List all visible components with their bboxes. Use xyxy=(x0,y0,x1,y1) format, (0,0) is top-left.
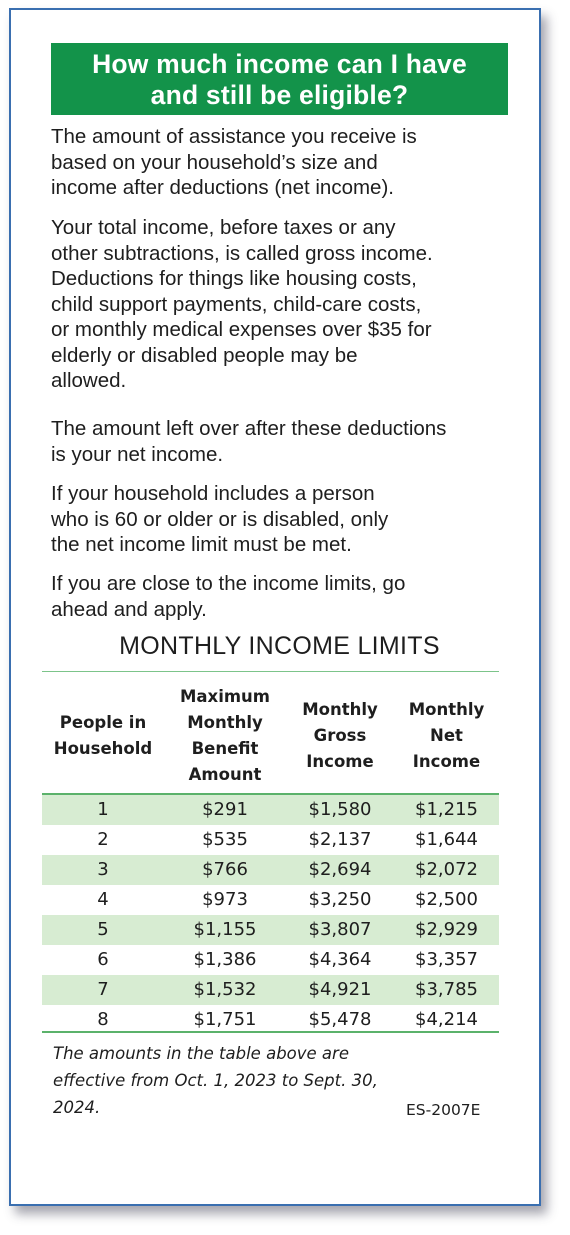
cell-people: 1 xyxy=(97,799,109,820)
table-row xyxy=(42,825,499,855)
paragraph-line: ahead and apply. xyxy=(51,597,207,621)
cell-net: $2,072 xyxy=(415,859,478,880)
paragraph-line: the net income limit must be met. xyxy=(51,533,352,556)
cell-net: $2,929 xyxy=(415,919,478,940)
cell-gross: $5,478 xyxy=(308,1009,372,1030)
paragraph-line: income after deductions (net income). xyxy=(51,176,394,199)
paragraph-line: allowed. xyxy=(51,369,127,392)
section-heading xyxy=(51,43,508,115)
paragraph-assistance-basis xyxy=(51,124,511,201)
cell-benefit: $1,751 xyxy=(193,1009,257,1030)
header-text: Net xyxy=(430,726,463,745)
cell-net: $4,214 xyxy=(415,1009,478,1030)
table-row xyxy=(42,945,499,975)
note-line: The amounts in the table above are xyxy=(53,1044,349,1063)
table-row xyxy=(42,795,499,825)
header-text: Income xyxy=(412,752,481,771)
header-text: Monthly xyxy=(408,700,485,719)
cell-net: $3,357 xyxy=(415,949,478,970)
flyer-card xyxy=(9,8,541,1206)
cell-net: $3,785 xyxy=(415,979,478,1000)
header-text: People in xyxy=(59,713,147,732)
cell-gross: $2,137 xyxy=(308,829,372,850)
paragraph-line: based on your household’s size and xyxy=(51,150,378,174)
cell-people: 6 xyxy=(97,949,109,970)
table-row xyxy=(42,915,499,945)
paragraph-line: other subtractions, is called gross income. xyxy=(51,241,433,265)
cell-people: 4 xyxy=(97,889,109,910)
cell-benefit: $535 xyxy=(202,829,248,850)
cell-benefit: $291 xyxy=(202,799,248,820)
cell-benefit: $1,532 xyxy=(193,979,257,1000)
cell-gross: $1,580 xyxy=(308,799,372,820)
paragraph-line: If your household includes a person xyxy=(51,482,375,505)
table-row xyxy=(42,885,499,915)
cell-net: $1,215 xyxy=(415,799,478,820)
heading-line-2: and still be eligible? xyxy=(150,80,409,110)
cell-benefit: $1,155 xyxy=(193,919,257,940)
form-code: ES-2007E xyxy=(406,1101,481,1119)
column-header-gross xyxy=(286,682,394,790)
table-row xyxy=(42,975,499,1005)
table-top-rule xyxy=(42,671,499,672)
table-row xyxy=(42,855,499,885)
column-header-people xyxy=(42,682,164,790)
header-text: Maximum xyxy=(180,687,270,706)
header-text: Benefit xyxy=(191,739,259,758)
cell-net: $2,500 xyxy=(415,889,478,910)
paragraph-line: Your total income, before taxes or any xyxy=(51,216,396,239)
cell-people: 2 xyxy=(97,829,109,850)
paragraph-line: who is 60 or older or is disabled, only xyxy=(51,507,389,531)
paragraph-line: or monthly medical expenses over $35 for xyxy=(51,318,432,341)
cell-people: 3 xyxy=(97,859,109,880)
paragraph-gross-income xyxy=(51,215,511,394)
cell-gross: $2,694 xyxy=(308,859,372,880)
table-header xyxy=(42,682,499,790)
table-title: MONTHLY INCOME LIMITS xyxy=(119,632,440,660)
paragraph-net-income xyxy=(51,416,511,467)
paragraph-line: elderly or disabled people may be xyxy=(51,343,358,367)
cell-benefit: $766 xyxy=(202,859,248,880)
note-line: effective from Oct. 1, 2023 to Sept. 30, xyxy=(53,1071,378,1090)
header-text: Monthly xyxy=(187,713,263,732)
header-text: Monthly xyxy=(302,700,378,719)
cell-net: $1,644 xyxy=(415,829,478,850)
effective-date-note xyxy=(53,1040,393,1121)
column-header-benefit xyxy=(164,682,286,790)
header-text: Income xyxy=(306,752,374,771)
table-body xyxy=(42,795,499,1035)
cell-benefit: $1,386 xyxy=(193,949,257,970)
header-text: Amount xyxy=(188,765,262,784)
paragraph-line: The amount of assistance you receive is xyxy=(51,125,417,148)
paragraph-line: If you are close to the income limits, go xyxy=(51,572,406,595)
paragraph-elderly-disabled xyxy=(51,481,511,558)
cell-gross: $4,364 xyxy=(308,949,372,970)
header-text: Household xyxy=(53,739,153,758)
table-bottom-rule xyxy=(42,1031,499,1033)
cell-gross: $3,807 xyxy=(308,919,372,940)
paragraph-line: The amount left over after these deductions xyxy=(51,417,447,440)
heading-line-1: How much income can I have xyxy=(92,49,467,79)
header-text: Gross xyxy=(313,726,367,745)
paragraph-line: is your net income. xyxy=(51,442,224,466)
cell-gross: $3,250 xyxy=(308,889,372,910)
cell-people: 8 xyxy=(97,1009,109,1030)
paragraph-line: Deductions for things like housing costs, xyxy=(51,267,417,290)
note-line: 2024. xyxy=(53,1098,101,1117)
cell-benefit: $973 xyxy=(202,889,248,910)
cell-people: 5 xyxy=(97,919,109,940)
cell-gross: $4,921 xyxy=(308,979,372,1000)
paragraph-line: child support payments, child-care costs, xyxy=(51,292,422,316)
column-header-net xyxy=(394,682,499,790)
paragraph-apply xyxy=(51,571,511,622)
cell-people: 7 xyxy=(97,979,109,1000)
